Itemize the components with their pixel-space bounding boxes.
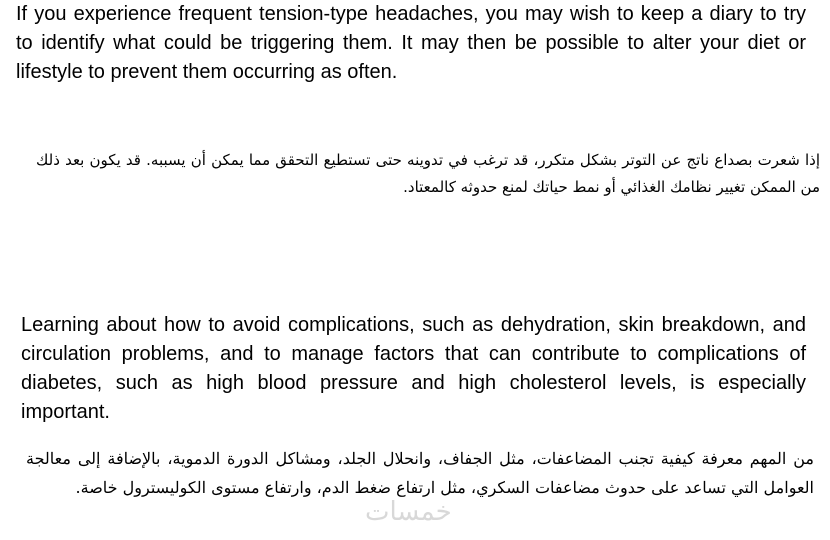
english-paragraph-headaches: If you experience frequent tension-type headaches, you may wish to keep a diary to try to identify what could be triggering them. It may then be possible to alter your diet or lifestyle to prevent them occurring as often. xyxy=(16,3,806,83)
arabic-paragraph-headaches: إذا شعرت بصداع ناتج عن التوتر بشكل متكرر، قد ترغب في تدوينه حتى تستطيع التحقق مما يمكن أن يسببه. قد يكون بعد ذلك من الممكن تغيير نظامك الغذائي أو نمط حياتك لمنع حدوثه كالمعتاد. xyxy=(36,151,820,196)
arabic-paragraph-diabetes: من المهم معرفة كيفية تجنب المضاعفات، مثل الجفاف، وانحلال الجلد، ومشاكل الدورة الدموية، بالإضافة إلى معالجة العوامل التي تساعد على حدوث مضاعفات السكري، مثل ارتفاع ضغط الدم، وارتفاع مستوى الكوليسترول خاصة. xyxy=(26,449,814,497)
khamsat-watermark-logo: خمسات xyxy=(365,497,452,527)
english-paragraph-diabetes: Learning about how to avoid complications, such as dehydration, skin breakdown, and circulation problems, and to manage factors that can contribute to complications of diabetes, such as high blood pressure and high cholesterol levels, is especially important. xyxy=(21,314,806,423)
